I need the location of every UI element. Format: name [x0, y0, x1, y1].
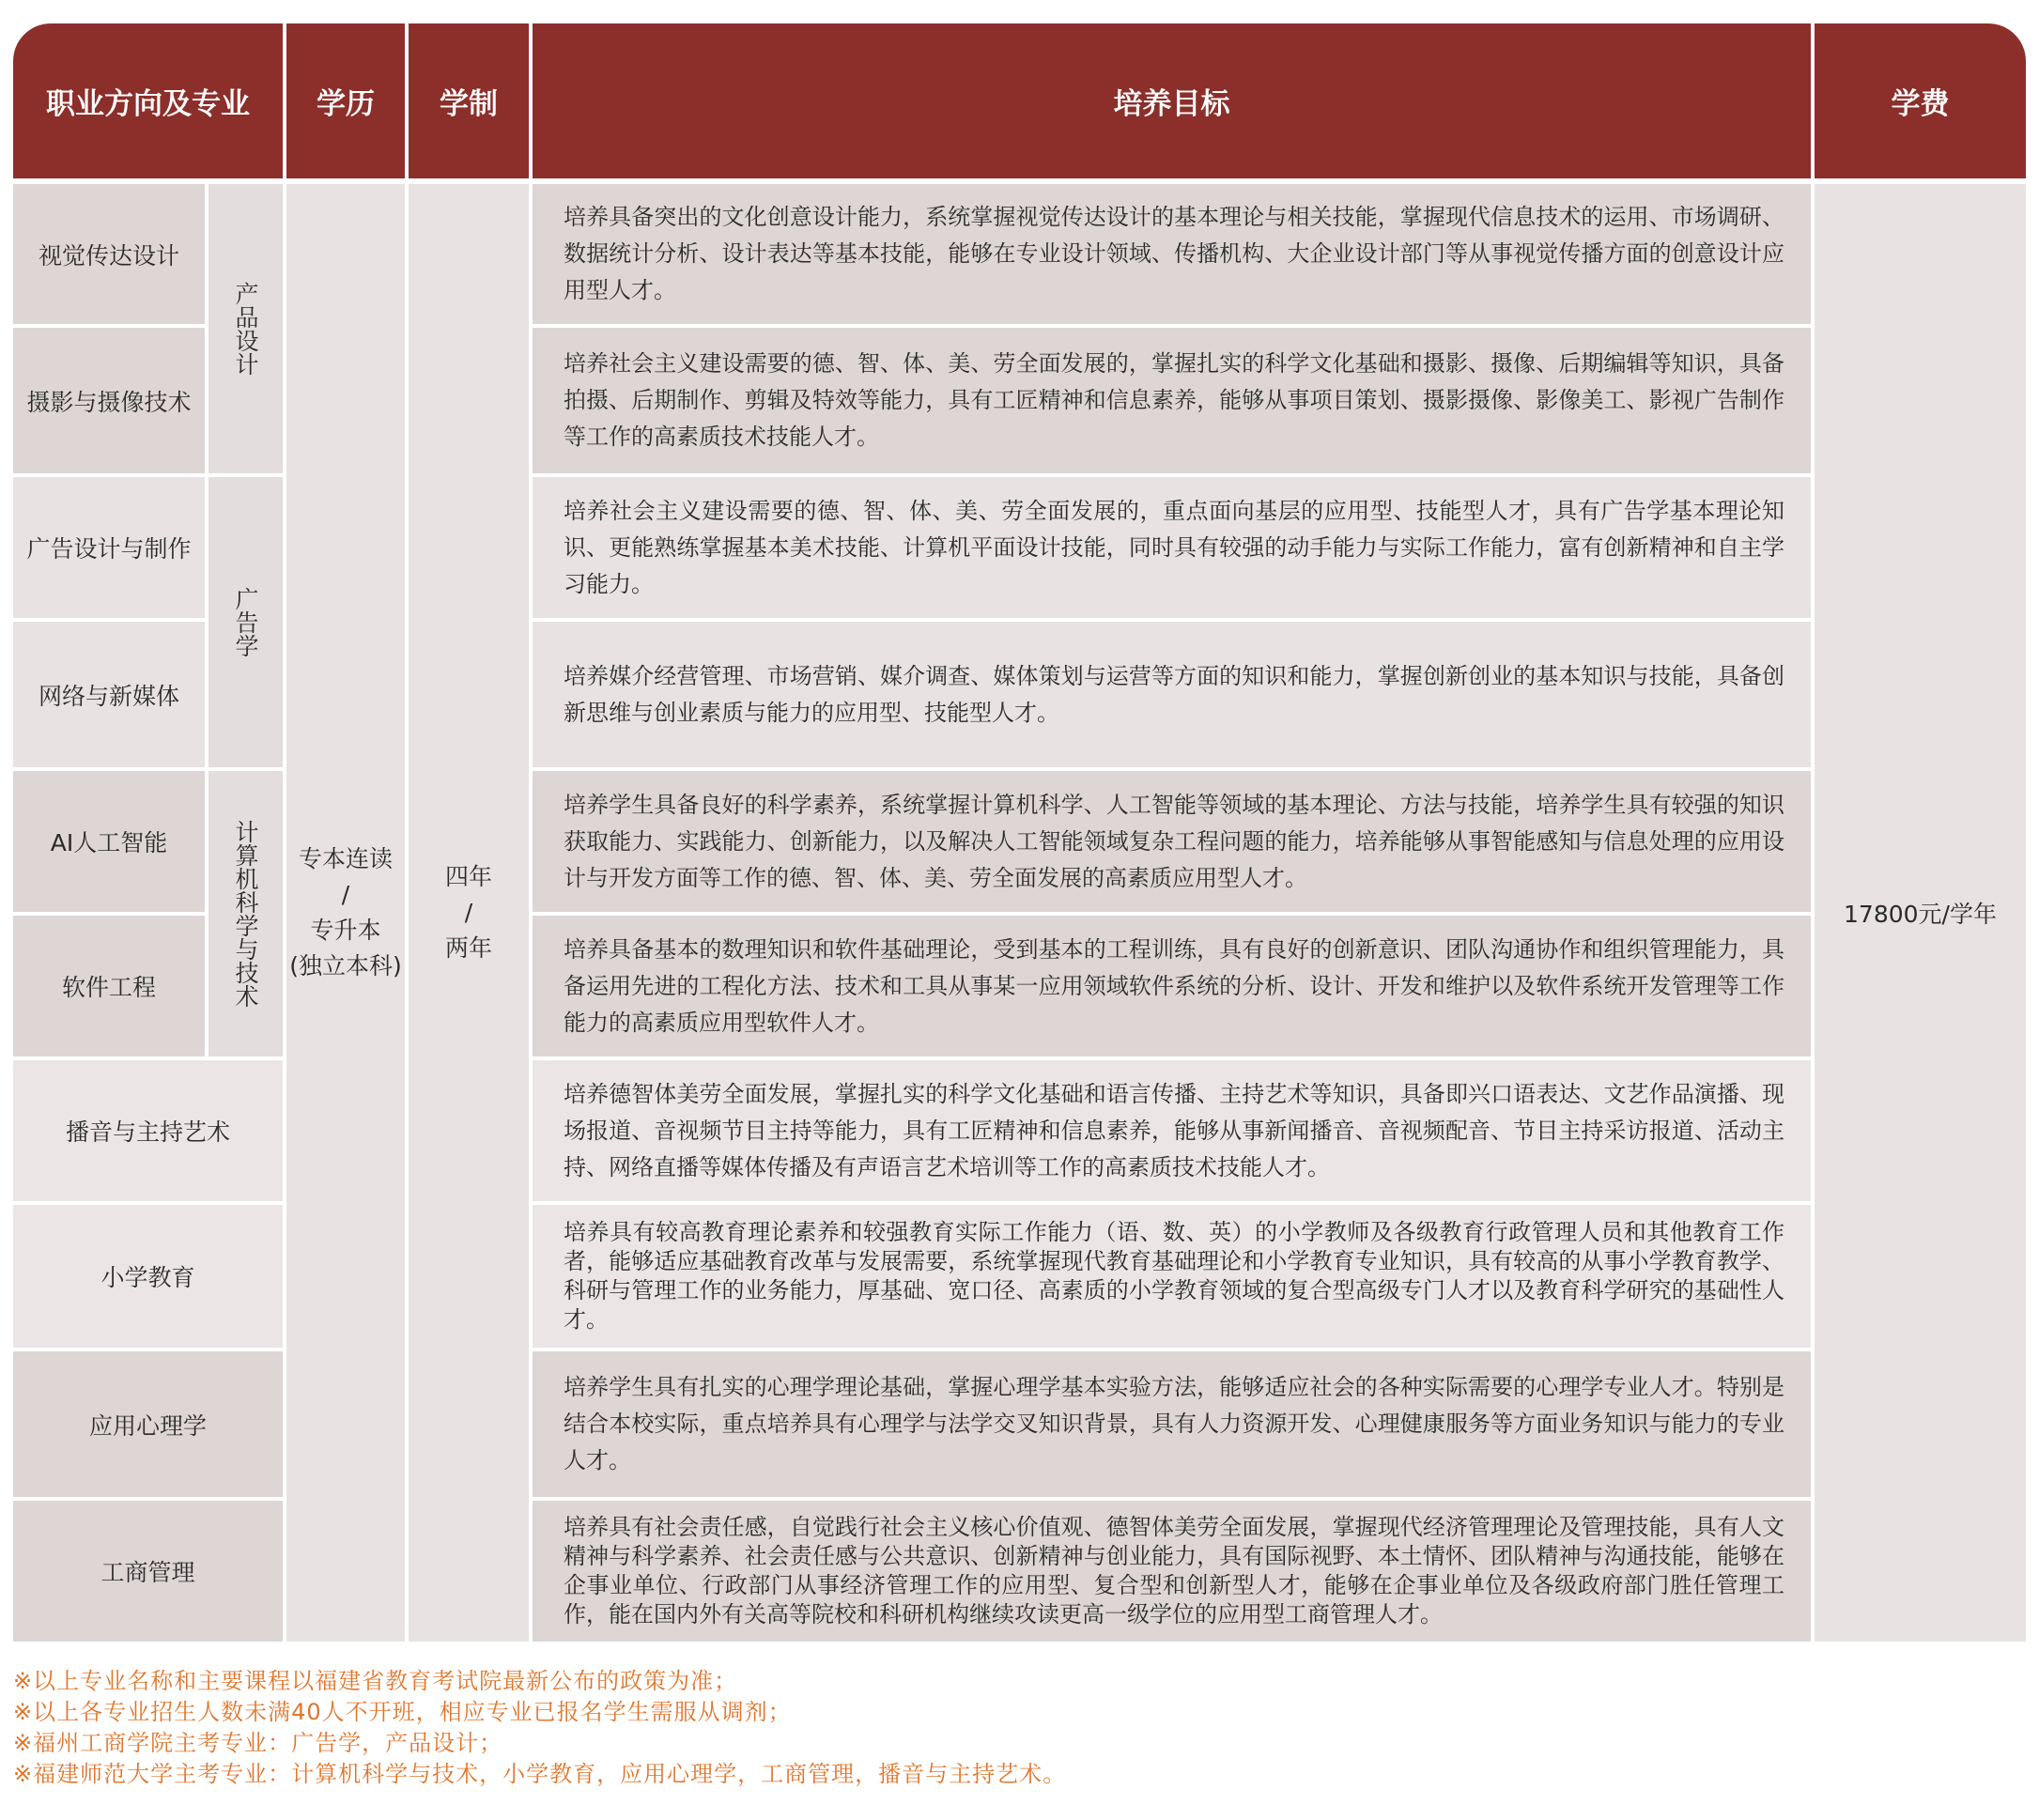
major-cell: 软件工程 — [13, 916, 205, 1057]
header-goal: 培养目标 — [533, 23, 1811, 178]
goal-text: 培养社会主义建设需要的德、智、体、美、劳全面发展的，掌握扎实的科学文化基础和摄影、摄像、后期编辑等知识，具备拍摄、后期制作、剪辑及特效等能力，具有工匠精神和信息素养，能够从事项目策划、摄影摄像、影像美工、影视广告制作等工作的高素质技术技能人才。 — [564, 350, 1784, 450]
header-tuition: 学费 — [1815, 23, 2026, 178]
footnotes — [13, 1666, 2023, 1790]
goal-cell — [533, 328, 1811, 473]
header-duration: 学制 — [409, 23, 529, 178]
goal-cell — [533, 1501, 1811, 1642]
group-advertising: 广告学 — [209, 477, 283, 767]
group-computer-science: 计算机科学与技术 — [209, 771, 283, 1057]
header-degree: 学历 — [286, 23, 405, 178]
goal-text: 培养具有较高教育理论素养和较强教育实际工作能力（语、数、英）的小学教师及各级教育行政管理人员和其他教育工作者，能够适应基础教育改革与发展需要，系统掌握现代教育基础理论和小学教育专业知识，具有较高的从事小学教育教学、科研与管理工作的业务能力，厚基础、宽口径、高素质的小学教育领域的复合型高级专门人才以及教育科学研究的基础性人才。 — [564, 1219, 1784, 1333]
goal-text: 培养媒介经营管理、市场营销、媒介调查、媒体策划与运营等方面的知识和能力，掌握创新创业的基本知识与技能，具备创新思维与创业素质与能力的应用型、技能型人才。 — [564, 662, 1784, 726]
degree-cell — [286, 184, 405, 1642]
footnote-item: ※福州工商学院主考专业：广告学，产品设计； — [13, 1730, 503, 1756]
goal-text: 培养学生具备良好的科学素养，系统掌握计算机科学、人工智能等领域的基本理论、方法与技能，培养学生具有较强的知识获取能力、实践能力、创新能力，以及解决人工智能领域复杂工程问题的能力，培养能够从事智能感知与信息处理的应用设计与开发方面等工作的德、智、体、美、劳全面发展的高素质应用型人才。 — [564, 791, 1784, 891]
goal-text: 培养具有社会责任感，自觉践行社会主义核心价值观、德智体美劳全面发展，掌握现代经济管理理论及管理技能，具有人文精神与科学素养、社会责任感与公共意识、创新精神与创业能力，具有国际视野、本土情怀、团队精神与沟通技能，能够在企事业单位、行政部门从事经济管理工作的应用型、复合型和创新型人才，能够在企事业单位及各级政府部门胜任管理工作，能在国内外有关高等院校和科研机构继续攻读更高一级学位的应用型工商管理人才。 — [564, 1514, 1784, 1627]
tuition-cell: 17800元/学年 — [1815, 184, 2026, 1642]
footnote-item: ※以上各专业招生人数未满40人不开班，相应专业已报名学生需服从调剂； — [13, 1699, 792, 1725]
goal-cell — [533, 622, 1811, 767]
degree-sep: / — [341, 881, 350, 908]
major-cell: 网络与新媒体 — [13, 622, 205, 767]
duration-sep: / — [464, 899, 473, 926]
goal-text: 培养具备突出的文化创意设计能力，系统掌握视觉传达设计的基本理论与相关技能，掌握现代信息技术的运用、市场调研、数据统计分析、设计表达等基本技能，能够在专业设计领域、传播机构、大企业设计部门等从事视觉传播方面的创意设计应用型人才。 — [564, 204, 1784, 303]
goal-cell — [533, 1351, 1811, 1497]
footnote-item: ※福建师范大学主考专业：计算机科学与技术，小学教育，应用心理学，工商管理，播音与主持艺术。 — [13, 1761, 1067, 1787]
group-product-design: 产品设计 — [209, 184, 283, 473]
major-cell: 工商管理 — [13, 1501, 283, 1642]
duration-line1: 四年 — [444, 863, 492, 890]
degree-line3: (独立本科) — [289, 952, 402, 979]
degree-line2: 专升本 — [310, 917, 381, 944]
major-cell: 应用心理学 — [13, 1351, 283, 1497]
goal-cell — [533, 771, 1811, 912]
degree-line1: 专本连读 — [298, 845, 393, 872]
major-cell: 播音与主持艺术 — [13, 1060, 283, 1201]
goal-cell — [533, 916, 1811, 1057]
goal-text: 培养社会主义建设需要的德、智、体、美、劳全面发展的，重点面向基层的应用型、技能型人才，具有广告学基本理论知识、更能熟练掌握基本美术技能、计算机平面设计技能，同时具有较强的动手能力与实际工作能力，富有创新精神和自主学习能力。 — [564, 497, 1784, 597]
duration-cell — [409, 184, 529, 1642]
major-cell: 小学教育 — [13, 1205, 283, 1348]
duration-line2: 两年 — [444, 934, 492, 962]
major-cell: AI人工智能 — [13, 771, 205, 912]
goal-cell — [533, 1060, 1811, 1201]
header-major: 职业方向及专业 — [13, 23, 283, 178]
goal-text: 培养具备基本的数理知识和软件基础理论，受到基本的工程训练，具有良好的创新意识、团队沟通协作和组织管理能力，具备运用先进的工程化方法、技术和工具从事某一应用领域软件系统的分析、设计、开发和维护以及软件系统开发管理等工作能力的高素质应用型软件人才。 — [564, 935, 1784, 1036]
goal-text: 培养学生具有扎实的心理学理论基础，掌握心理学基本实验方法，能够适应社会的各种实际需要的心理学专业人才。特别是结合本校实际，重点培养具有心理学与法学交叉知识背景，具有人力资源开发、心理健康服务等方面业务知识与能力的专业人才。 — [564, 1374, 1784, 1473]
footnote-item: ※以上专业名称和主要课程以福建省教育考试院最新公布的政策为准； — [13, 1668, 738, 1694]
goal-text: 培养德智体美劳全面发展，掌握扎实的科学文化基础和语言传播、主持艺术等知识，具备即兴口语表达、文艺作品演播、现场报道、音视频节目主持等能力，具有工匠精神和信息素养，能够从事新闻播音、音视频配音、节目主持采访报道、活动主持、网络直播等媒体传播及有声语言艺术培训等工作的高素质技术技能人才。 — [564, 1080, 1784, 1180]
major-cell: 视觉传达设计 — [13, 184, 205, 324]
goal-cell — [533, 1205, 1811, 1348]
goal-cell — [533, 477, 1811, 618]
major-cell: 广告设计与制作 — [13, 477, 205, 618]
major-cell: 摄影与摄像技术 — [13, 328, 205, 473]
goal-cell — [533, 184, 1811, 324]
